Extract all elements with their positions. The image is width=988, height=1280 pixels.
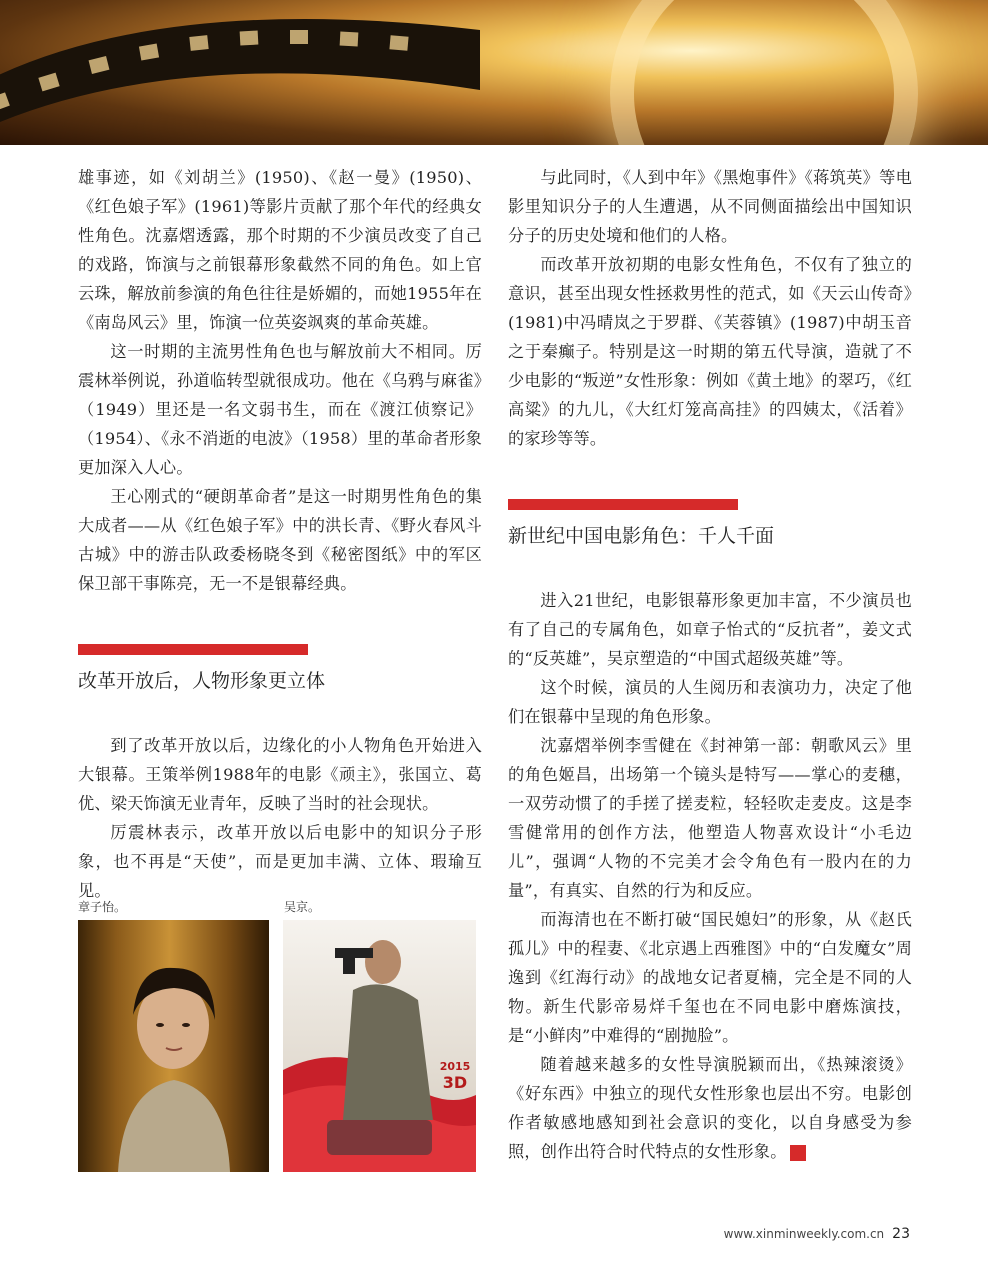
photo-caption-zhang-ziyi: 章子怡。 <box>78 900 127 914</box>
section-heading: 新世纪中国电影角色：千人千面 <box>508 525 775 547</box>
right-column <box>508 163 912 1166</box>
poster-format-label: 3D <box>442 1073 468 1092</box>
section-divider-bar <box>78 644 308 655</box>
photo-zhang-ziyi <box>78 920 269 1172</box>
paragraph <box>508 1050 912 1166</box>
paragraph-text: 随着越来越多的女性导演脱颖而出，《热辣滚烫》《好东西》中独立的现代女性形象也层出不穷。电影创作者敏感地感知到社会意识的变化，以自身感受为参照，创作出符合时代特点的女性形象。 <box>508 1055 912 1161</box>
paragraph: 这个时候，演员的人生阅历和表演功力，决定了他们在银幕中呈现的角色形象。 <box>508 678 912 726</box>
paragraph: 这一时期的主流男性角色也与解放前大不相同。厉震林举例说，孙道临转型就很成功。他在《乌鸦与麻雀》（1949）里还是一名文弱书生，而在《渡江侦察记》（1954）、《永不消逝的电波》（1958）里的革命者形象更加深入人心。 <box>78 342 482 477</box>
paragraph: 而海清也在不断打破“国民媳妇”的形象，从《赵氏孤儿》中的程妻、《北京遇上西雅图》中的“白发魔女”周逸到《红海行动》的战地女记者夏楠，完全是不同的人物。新生代影帝易烊千玺也在不同电影中磨炼演技，是“小鲜肉”中难得的“剧抛脸”。 <box>508 910 912 1045</box>
film-strip-graphic <box>0 0 480 130</box>
paragraph: 而改革开放初期的电影女性角色，不仅有了独立的意识，甚至出现女性拯救男性的范式，如《天云山传奇》(1981)中冯晴岚之于罗群、《芙蓉镇》(1987)中胡玉音之于秦癫子。特别是这一时期的第五代导演，造就了不少电影的“叛逆”女性形象：例如《黄土地》的翠巧，《红高粱》的九儿，《大红灯笼高高挂》的四姨太，《活着》的家珍等等。 <box>508 255 912 448</box>
header-banner-image <box>0 0 988 145</box>
section-heading: 改革开放后，人物形象更立体 <box>78 670 326 692</box>
film-reel-graphic <box>610 0 918 145</box>
photo-caption-wu-jing: 吴京。 <box>284 900 321 914</box>
page-number: 23 <box>892 1226 910 1242</box>
paragraph: 雄事迹，如《刘胡兰》(1950)、《赵一曼》(1950)、《红色娘子军》(1961)等影片贡献了那个年代的经典女性角色。沈嘉熠透露，那个时期的不少演员改变了自己的戏路，饰演与之前银幕形象截然不同的角色。如上官云珠，解放前参演的角色往往是娇媚的，而她1955年在《南岛风云》里，饰演一位英姿飒爽的革命英雄。 <box>78 168 482 332</box>
left-column <box>78 163 482 905</box>
paragraph: 沈嘉熠举例李雪健在《封神第一部：朝歌风云》里的角色姬昌，出场第一个镜头是特写——掌心的麦穗，一双劳动惯了的手搓了搓麦粒，轻轻吹走麦皮。这是李雪健常用的创作方法，他塑造人物喜欢设计“小毛边儿”，强调“人物的不完美才会令角色有一股内在的力量”，有真实、自然的行为和反应。 <box>508 736 912 900</box>
portrait-illustration <box>78 920 269 1172</box>
end-mark-icon: 民 <box>790 1145 806 1161</box>
section-divider-bar <box>508 499 738 510</box>
footer-url: www.xinminweekly.com.cn <box>723 1227 885 1241</box>
poster-illustration <box>283 920 476 1172</box>
paragraph: 到了改革开放以后，边缘化的小人物角色开始进入大银幕。王策举例1988年的电影《顽主》，张国立、葛优、梁天饰演无业青年，反映了当时的社会现状。 <box>78 736 482 813</box>
paragraph: 厉震林表示，改革开放以后电影中的知识分子形象，也不再是“天使”，而是更加丰满、立体、瑕瑜互见。 <box>78 823 482 900</box>
paragraph: 与此同时，《人到中年》《黑炮事件》《蒋筑英》等电影里知识分子的人生遭遇，从不同侧面描绘出中国知识分子的历史处境和他们的人格。 <box>508 168 912 245</box>
photo-wu-jing-poster <box>283 920 476 1172</box>
paragraph: 王心刚式的“硬朗革命者”是这一时期男性角色的集大成者——从《红色娘子军》中的洪长青、《野火春风斗古城》中的游击队政委杨晓冬到《秘密图纸》中的军区保卫部干事陈亮，无一不是银幕经典。 <box>78 487 482 593</box>
paragraph: 进入21世纪，电影银幕形象更加丰富，不少演员也有了自己的专属角色，如章子怡式的“反抗者”，姜文式的“反英雄”，吴京塑造的“中国式超级英雄”等。 <box>508 591 912 668</box>
page-footer <box>724 1226 910 1242</box>
poster-year-label: 2015 <box>439 1060 471 1073</box>
